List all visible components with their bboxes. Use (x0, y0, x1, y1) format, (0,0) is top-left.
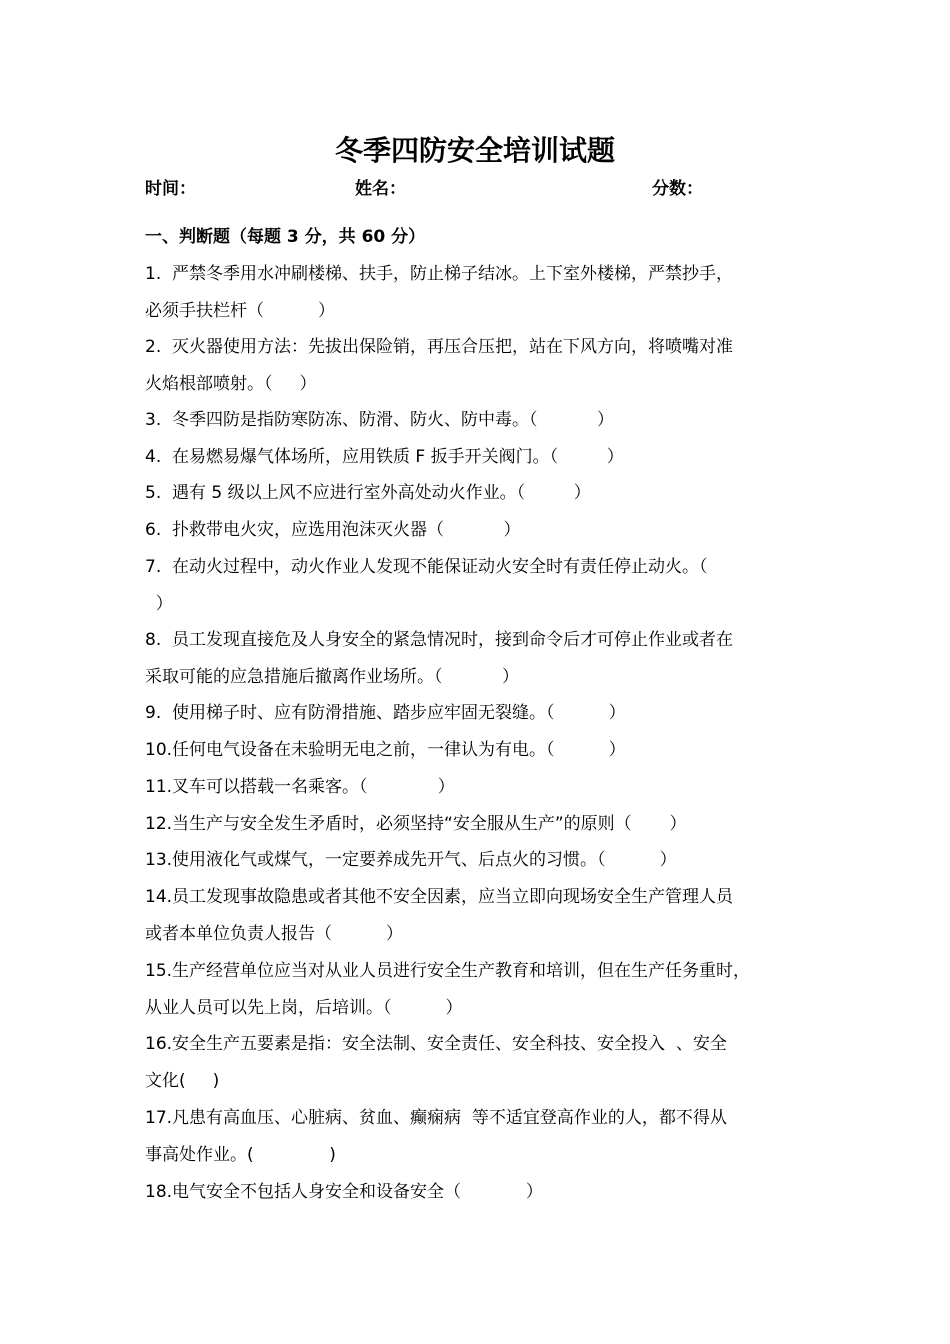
question-line: 6. 扑救带电火灾，应选用泡沫灭火器（ ） (145, 520, 521, 540)
question-line: 11.叉车可以搭载一名乘客。（ ） (145, 777, 455, 797)
question-line: 7. 在动火过程中，动火作业人发现不能保证动火安全时有责任停止动火。（ (145, 557, 708, 577)
score-field-label: 分数： (652, 179, 703, 199)
question-line: 4. 在易燃易爆气体场所，应用铁质 F 扳手开关阀门。（ ） (145, 447, 624, 467)
question-line: 8. 员工发现直接危及人身安全的紧急情况时，接到命令后才可停止作业或者在 (145, 630, 734, 650)
question-line: 18.电气安全不包括人身安全和设备安全（ ） (145, 1182, 543, 1202)
document-title: 冬季四防安全培训试题 (334, 134, 615, 167)
question-line: 事高处作业。( ) (145, 1145, 336, 1165)
question-line: 必须手扶栏杆（ ） (145, 301, 336, 321)
question-line: 3. 冬季四防是指防寒防冻、防滑、防火、防中毒。（ ） (145, 410, 614, 430)
question-line: 5. 遇有 5 级以上风不应进行室外高处动火作业。（ ） (145, 483, 591, 503)
question-line: 1. 严禁冬季用水冲刷楼梯、扶手，防止梯子结冰。上下室外楼梯，严禁抄手， (145, 264, 734, 284)
question-line: 9. 使用梯子时、应有防滑措施、踏步应牢固无裂缝。（ ） (145, 703, 626, 723)
question-line: 15.生产经营单位应当对从业人员进行安全生产教育和培训，但在生产任务重时， (145, 961, 751, 981)
question-line: 12.当生产与安全发生矛盾时，必须坚持“安全服从生产”的原则（ ） (145, 814, 687, 834)
time-field-label: 时间： (145, 179, 196, 199)
question-line: 火焰根部喷射。（ ） (145, 374, 317, 394)
question-line: ） (145, 594, 173, 614)
question-line: 10.任何电气设备在未验明无电之前，一律认为有电。（ ） (145, 740, 626, 760)
question-line: 14.员工发现事故隐患或者其他不安全因素，应当立即向现场安全生产管理人员 (145, 887, 734, 907)
question-line: 2. 灭火器使用方法：先拔出保险销，再压合压把，站在下风方向，将喷嘴对准 (145, 337, 734, 357)
question-line: 采取可能的应急措施后撤离作业场所。（ ） (145, 667, 519, 687)
section-heading-true-false: 一、判断题（每题 3 分，共 60 分） (145, 227, 426, 247)
question-line: 或者本单位负责人报告（ ） (145, 924, 404, 944)
question-line: 16.安全生产五要素是指：安全法制、安全责任、安全科技、安全投入 、安全 (145, 1034, 727, 1054)
question-line: 文化( ) (145, 1071, 220, 1091)
name-field-label: 姓名： (355, 179, 406, 199)
question-line: 13.使用液化气或煤气，一定要养成先开气、后点火的习惯。（ ） (145, 850, 677, 870)
question-line: 从业人员可以先上岗，后培训。（ ） (145, 998, 463, 1018)
question-line: 17.凡患有高血压、心脏病、贫血、癫痫病 等不适宜登高作业的人，都不得从 (145, 1108, 727, 1128)
